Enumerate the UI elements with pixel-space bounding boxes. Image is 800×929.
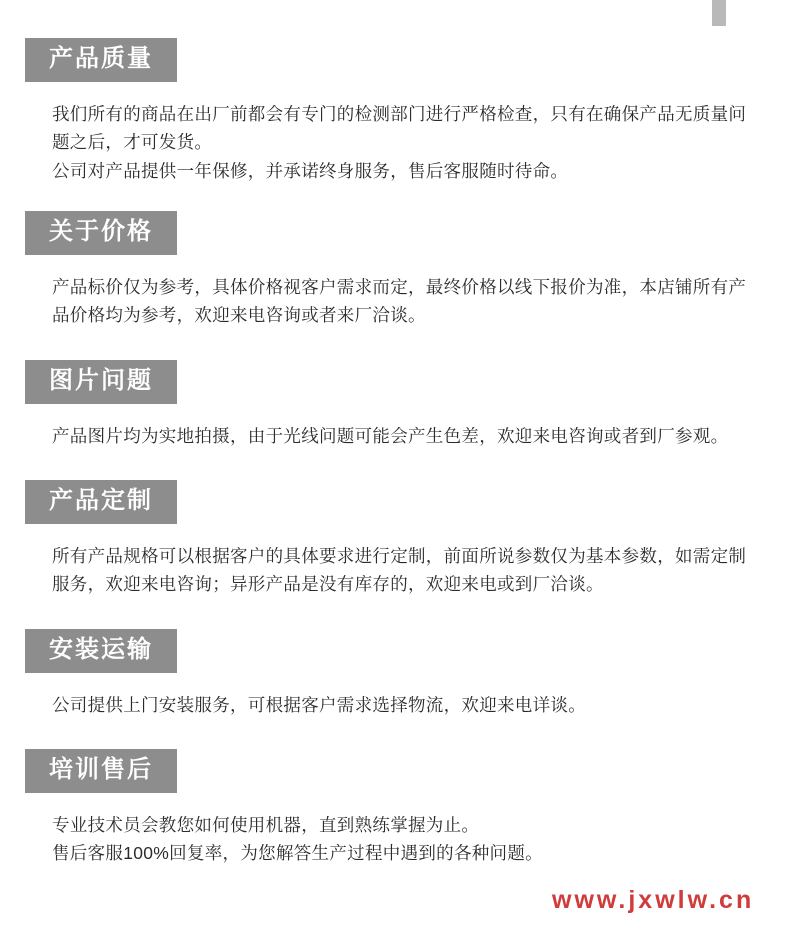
section-body	[52, 422, 748, 450]
body-paragraph: 公司对产品提供一年保修，并承诺终身服务，售后客服随时待命。	[52, 160, 569, 181]
section-heading: 关于价格	[25, 211, 177, 255]
document-content	[0, 38, 800, 898]
body-paragraph: 我们所有的商品在出厂前都会有专门的检测部门进行严格检查，只有在确保产品无质量问题之后，才可发货。	[52, 104, 747, 153]
section-body	[52, 811, 748, 868]
body-paragraph: 产品图片均为实地拍摄，由于光线问题可能会产生色差，欢迎来电咨询或者到厂参观。	[52, 425, 729, 446]
section-body	[52, 100, 748, 185]
section-customization	[0, 480, 800, 599]
section-heading: 安装运输	[25, 629, 177, 673]
section-training-aftersales	[0, 749, 800, 868]
section-heading: 图片问题	[25, 360, 177, 404]
site-watermark: www.jxwlw.cn	[552, 886, 755, 914]
section-product-quality	[0, 38, 800, 185]
body-paragraph: 专业技术员会教您如何使用机器，直到熟练掌握为止。	[52, 815, 480, 836]
body-paragraph: 产品标价仅为参考，具体价格视客户需求而定，最终价格以线下报价为准，本店铺所有产品价格均为参考，欢迎来电咨询或者来厂洽谈。	[52, 277, 747, 326]
section-body	[52, 542, 748, 599]
section-body	[52, 273, 748, 330]
section-image-issues	[0, 360, 800, 450]
section-body	[52, 691, 748, 719]
section-heading: 产品质量	[25, 38, 177, 82]
body-paragraph: 公司提供上门安装服务，可根据客户需求选择物流，欢迎来电详谈。	[52, 694, 586, 715]
section-heading: 培训售后	[25, 749, 177, 793]
body-paragraph: 售后客服100%回复率，为您解答生产过程中遇到的各种问题。	[52, 843, 543, 864]
section-installation-transport	[0, 629, 800, 719]
top-marker	[712, 0, 726, 26]
section-heading: 产品定制	[25, 480, 177, 524]
body-paragraph: 所有产品规格可以根据客户的具体要求进行定制，前面所说参数仅为基本参数，如需定制服务，欢迎来电咨询；异形产品是没有库存的，欢迎来电或到厂洽谈。	[52, 546, 747, 595]
section-about-price	[0, 211, 800, 330]
